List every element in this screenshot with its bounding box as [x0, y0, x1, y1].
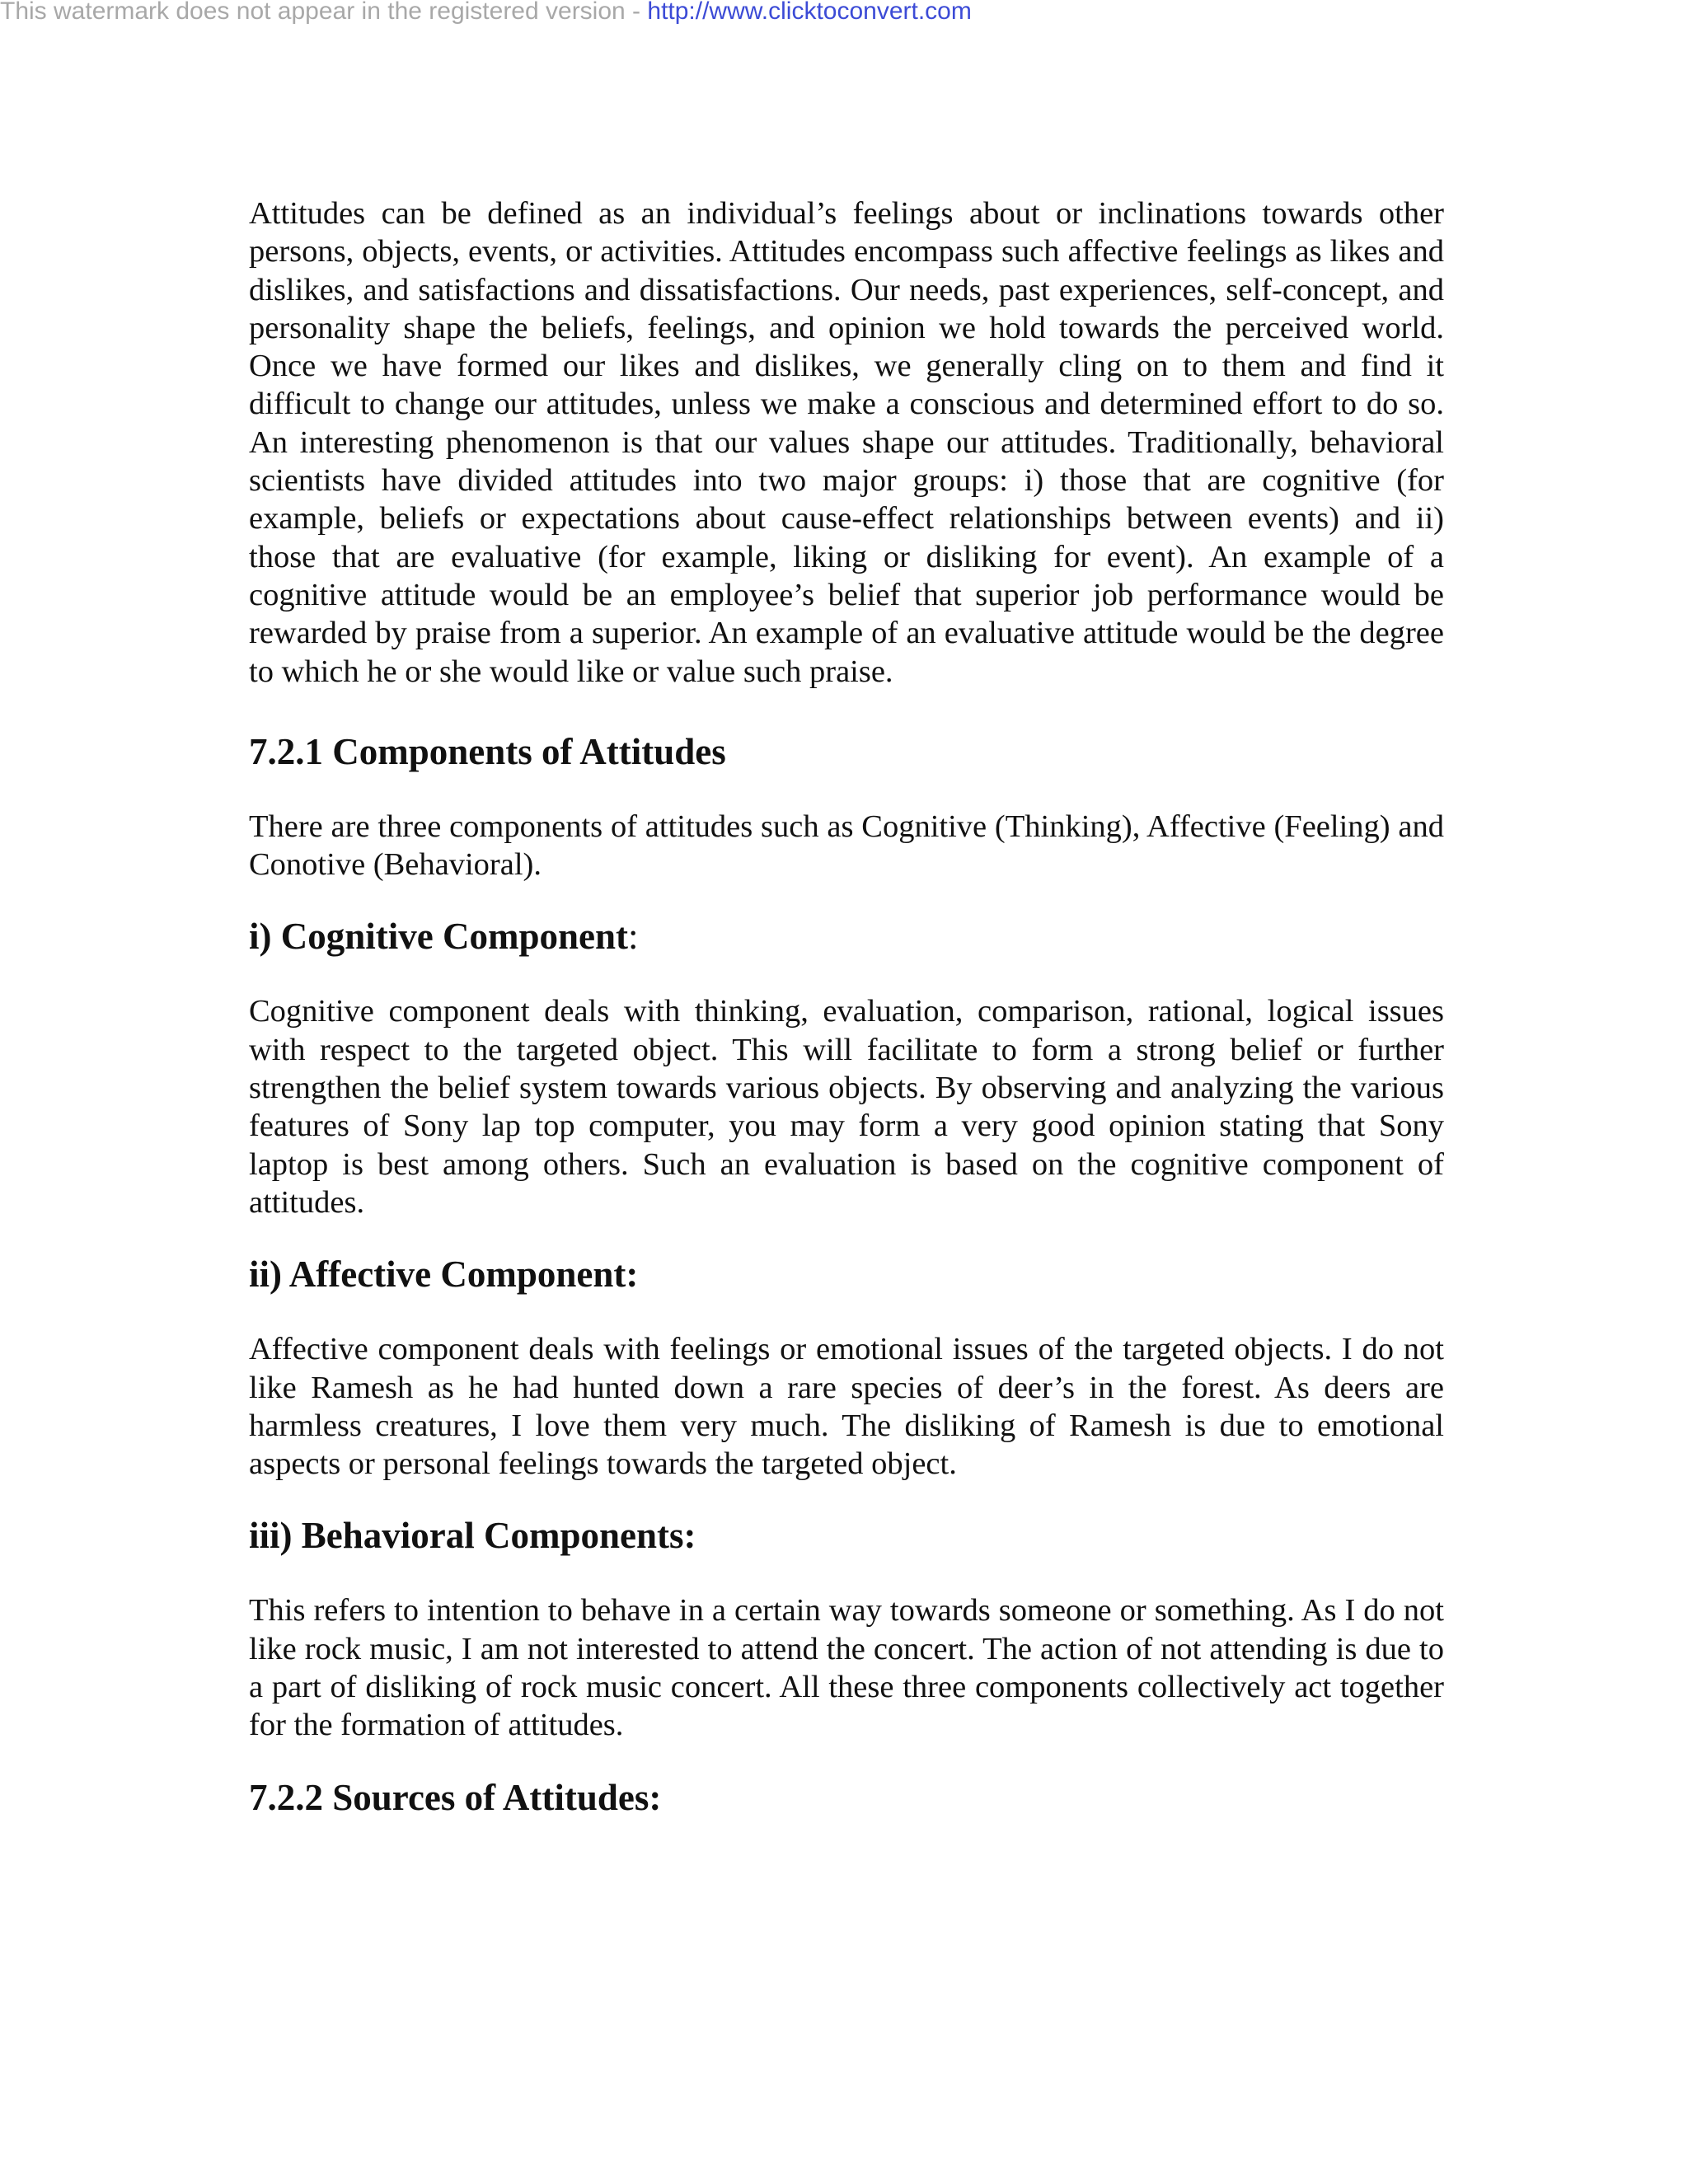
heading-cognitive-colon: :: [628, 916, 639, 958]
components-paragraph: There are three components of attitudes such as Cognitive (Thinking), Affective (Feeling) and Conotive (Behavioral).: [249, 808, 1444, 883]
affective-paragraph: Affective component deals with feelings or emotional issues of the targeted objects. I do not like Ramesh as he had hunted down a rare species of deer’s in the forest. As deers are harmless creatures, I love them very much. The disliking of Ramesh is due to emotional aspects or personal feelings towards the targeted object.: [249, 1332, 1444, 1482]
heading-cognitive-label: i) Cognitive Component: [249, 916, 628, 958]
cognitive-paragraph: Cognitive component deals with thinking, evaluation, comparison, rational, logical issues with respect to the targeted object. This will facilitate to form a strong belief or further strengthen the belief system towards various objects. By observing and analyzing the various features of Sony lap top computer, you may form a very good opinion stating that Sony laptop is best among others. Such an evaluation is based on the cognitive component of attitudes.: [249, 994, 1444, 1220]
heading-components-of-attitudes: 7.2.1 Components of Attitudes: [249, 730, 726, 772]
watermark-text: This watermark does not appear in the registered version -: [0, 0, 648, 25]
watermark-link[interactable]: http://www.clicktoconvert.com: [647, 0, 972, 25]
heading-sources-of-attitudes: 7.2.2 Sources of Attitudes:: [249, 1776, 662, 1818]
watermark-banner: [0, 0, 972, 26]
heading-cognitive-component: [249, 913, 1444, 959]
behavioral-paragraph: This refers to intention to behave in a certain way towards someone or something. As I do not like rock music, I am not interested to attend the concert. The action of not attending is due to a part of disliking of rock music concert. All these three components collectively act together for the formation of attitudes.: [249, 1593, 1444, 1743]
document-body: [249, 194, 1444, 1821]
heading-affective-component: ii) Affective Component:: [249, 1254, 639, 1296]
intro-paragraph: Attitudes can be defined as an individual’s feelings about or inclinations towards other persons, objects, events, or activities. Attitudes encompass such affective feelings as likes and dislikes, and satisfactions and dissatisfactions. Our needs, past experiences, self-concept, and personality shape the beliefs, feelings, and opinion we hold towards the perceived world. Once we have formed our likes and dislikes, we generally cling on to them and find it difficult to change our attitudes, unless we make a conscious and determined effort to do so. An interesting phenomenon is that our values shape our attitudes. Traditionally, behavioral scientists have divided attitudes into two major groups: i) those that are cognitive (for example, beliefs or expectations about cause-effect relationships between events) and ii) those that are evaluative (for example, liking or disliking for event). An example of a cognitive attitude would be an employee’s belief that superior job performance would be rewarded by praise from a superior. An example of an evaluative attitude would be the degree to which he or she would like or value such praise.: [249, 196, 1444, 689]
heading-behavioral-components: iii) Behavioral Components:: [249, 1515, 696, 1557]
